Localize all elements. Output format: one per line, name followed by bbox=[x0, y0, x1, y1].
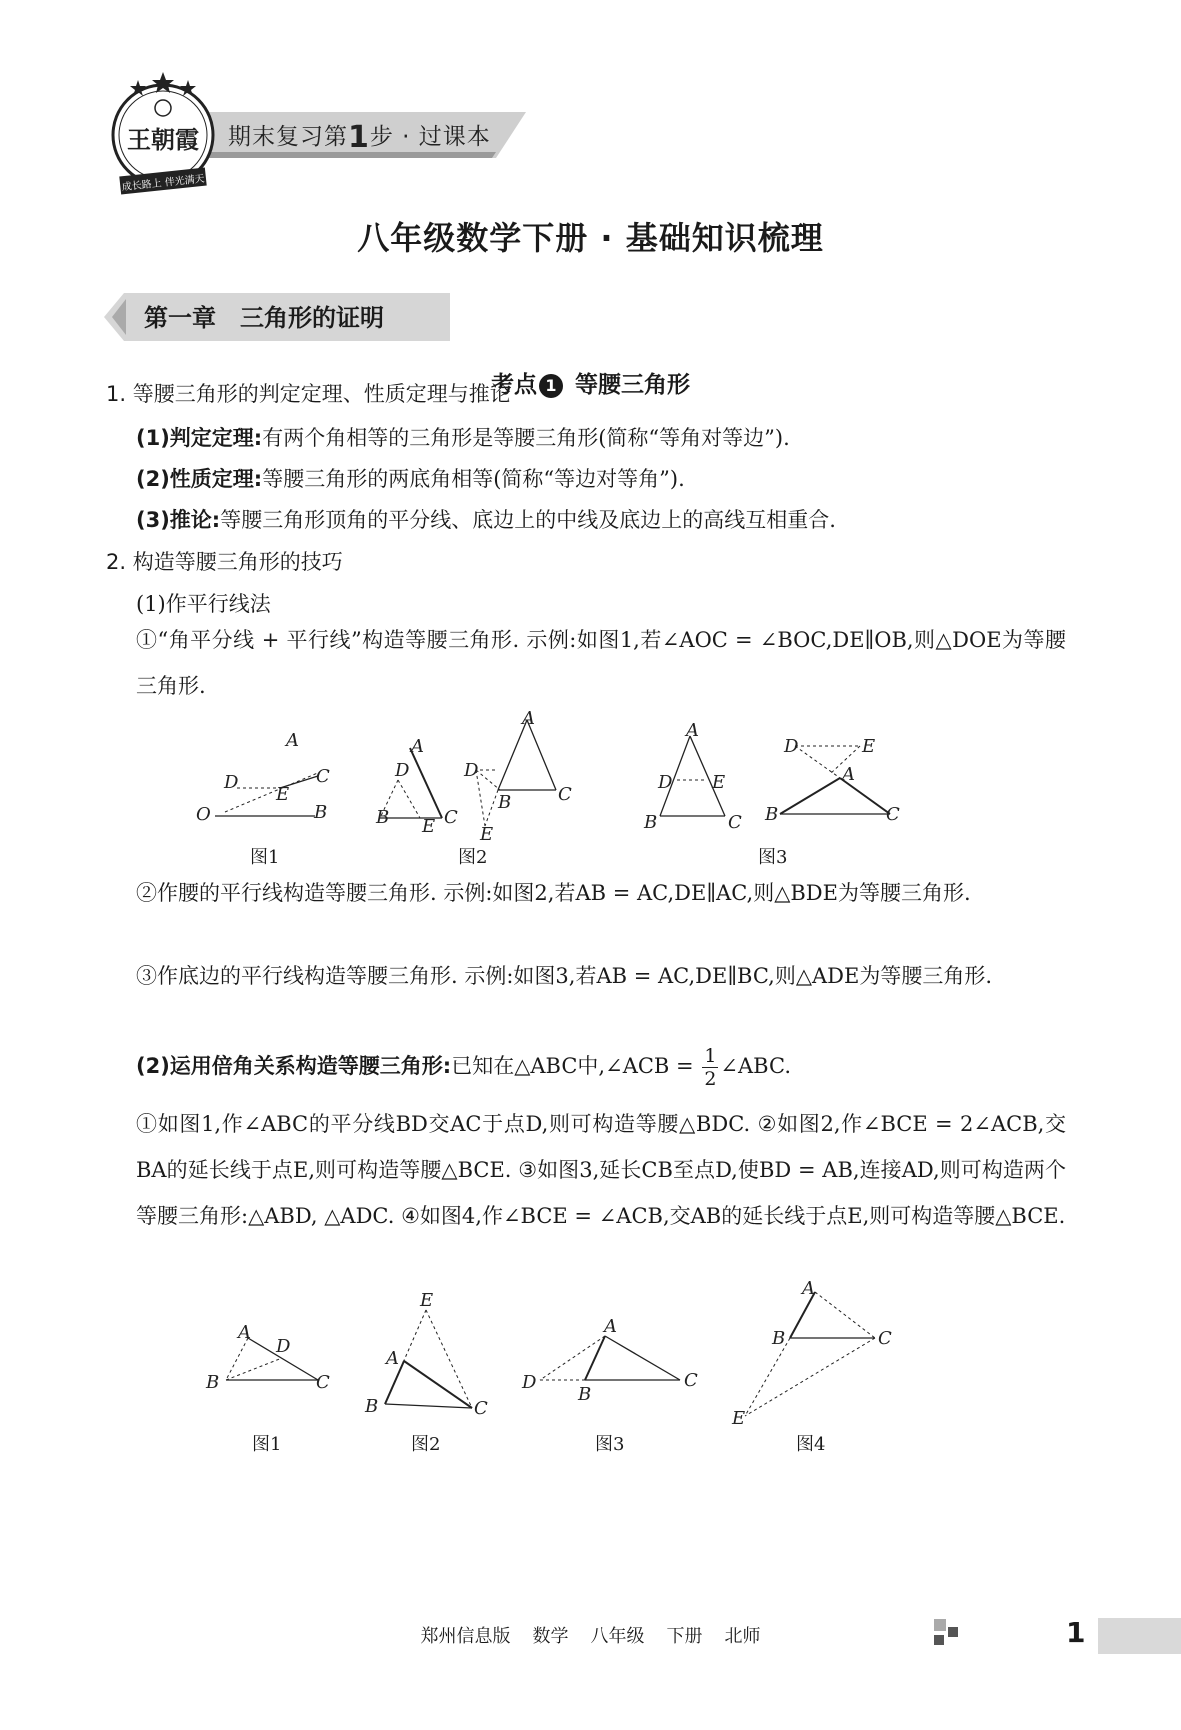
section-1-heading: 1. 等腰三角形的判定定理、性质定理与推论 bbox=[106, 382, 511, 406]
svg-text:D: D bbox=[395, 760, 410, 781]
figure-3-caption-bottom: 图3 bbox=[595, 1434, 625, 1455]
svg-text:A: A bbox=[842, 764, 855, 785]
method-parallel-lines: (1)作平行线法 bbox=[136, 592, 271, 616]
item-corollary: (3)推论:等腰三角形顶角的平分线、底边上的中线及底边上的高线互相重合. bbox=[136, 508, 836, 532]
svg-text:C: C bbox=[474, 1398, 488, 1419]
figure-1-angle-bisector bbox=[196, 730, 330, 825]
figure-3-caption: 图3 bbox=[758, 847, 788, 868]
svg-text:A: A bbox=[386, 1348, 399, 1369]
footer: 郑州信息版 数学 八年级 下册 北师 bbox=[420, 1626, 761, 1647]
svg-text:B: B bbox=[376, 807, 390, 828]
figures-parallel-method bbox=[180, 708, 1000, 868]
svg-text:C: C bbox=[316, 1372, 330, 1393]
svg-text:E: E bbox=[276, 784, 290, 805]
svg-text:E: E bbox=[862, 736, 876, 757]
svg-text:D: D bbox=[224, 772, 239, 793]
svg-text:E: E bbox=[480, 824, 494, 845]
svg-text:B: B bbox=[206, 1372, 220, 1393]
figures-double-angle bbox=[190, 1276, 910, 1436]
svg-text:A: A bbox=[286, 730, 299, 751]
figure-1-bisector bbox=[205, 1322, 330, 1393]
svg-text:A: A bbox=[686, 720, 699, 741]
svg-text:C: C bbox=[558, 784, 572, 805]
svg-text:B: B bbox=[365, 1396, 379, 1417]
section-2-heading: 2. 构造等腰三角形的技巧 bbox=[106, 550, 343, 574]
svg-text:C: C bbox=[316, 766, 330, 787]
svg-text:D: D bbox=[784, 736, 799, 757]
page-number: 1 bbox=[1066, 1616, 1086, 1649]
banner-title: 期末复习第1步 · 过课本 bbox=[228, 120, 491, 155]
svg-text:D: D bbox=[276, 1336, 291, 1357]
svg-text:C: C bbox=[878, 1328, 892, 1349]
svg-text:D: D bbox=[658, 772, 673, 793]
svg-text:D: D bbox=[522, 1372, 537, 1393]
svg-text:D: D bbox=[464, 760, 479, 781]
svg-text:B: B bbox=[772, 1328, 786, 1349]
svg-text:E: E bbox=[420, 1290, 434, 1311]
svg-text:C: C bbox=[684, 1370, 698, 1391]
svg-text:A: A bbox=[802, 1278, 815, 1299]
logo-slogan: 成长路上 伴光满天 bbox=[121, 173, 206, 194]
svg-text:C: C bbox=[886, 804, 900, 825]
figure-3-extend-cb bbox=[521, 1316, 698, 1405]
figure-2-extended bbox=[364, 1290, 488, 1419]
svg-text:B: B bbox=[765, 804, 779, 825]
svg-text:A: A bbox=[238, 1322, 251, 1343]
svg-text:C: C bbox=[728, 812, 742, 833]
svg-text:B: B bbox=[314, 802, 328, 823]
method-2-examples: ①如图1,作∠ABC的平分线BD交AC于点D,则可构造等腰△BDC. ②如图2,作∠BCE = 2∠ACB,交BA的延长线于点E,则可构造等腰△BCE. ③如图3,延长CB至点D,使BD = AB,连接AD,则可构造两个等腰三角形:△ABD, △ADC. ④如图4,作∠BCE = ∠ACB,交AB的延长线于点E,则可构造等腰△BCE. bbox=[136, 1112, 1066, 1228]
figure-4-caption-bottom: 图4 bbox=[796, 1434, 826, 1455]
logo-name: 王朝霞 bbox=[127, 125, 199, 154]
figure-4-equal-angle bbox=[731, 1278, 892, 1429]
figure-2-caption: 图2 bbox=[458, 847, 488, 868]
page-title: 八年级数学下册 · 基础知识梳理 bbox=[357, 219, 824, 257]
svg-text:A: A bbox=[522, 708, 535, 729]
topic-heading: 考点 1 等腰三角形 bbox=[490, 372, 690, 398]
svg-text:B: B bbox=[578, 1384, 592, 1405]
method-double-angle: (2)运用倍角关系构造等腰三角形:已知在△ABC中,∠ACB = $\frac{1}{2}$ ∠ABC. bbox=[136, 1045, 791, 1090]
method-1-example-3: ③作底边的平行线构造等腰三角形. 示例:如图3,若AB = AC,DE∥BC,则△ADE为等腰三角形. bbox=[136, 964, 993, 988]
item-property-theorem: (2)性质定理:等腰三角形的两底角相等(简称“等边对等角”). bbox=[136, 467, 685, 491]
figure-1-caption-bottom: 图1 bbox=[252, 1434, 282, 1455]
item-judgement-theorem: (1)判定定理:有两个角相等的三角形是等腰三角形(简称“等角对等边”). bbox=[136, 426, 790, 450]
method-1-example-1: ①“角平分线 + 平行线”构造等腰三角形. 示例:如图1,若∠AOC = ∠BOC,DE∥OB,则△DOE为等腰三角形. bbox=[136, 628, 1066, 698]
brand-logo bbox=[108, 70, 218, 210]
page-number-bar bbox=[1098, 1618, 1181, 1654]
svg-text:B: B bbox=[644, 812, 658, 833]
figure-2-leg-parallel bbox=[375, 708, 572, 845]
figure-3-base-parallel bbox=[643, 720, 900, 833]
figure-2-caption-bottom: 图2 bbox=[411, 1434, 441, 1455]
svg-text:A: A bbox=[411, 736, 424, 757]
page-corner-mark-icon bbox=[934, 1619, 960, 1651]
svg-text:O: O bbox=[196, 804, 211, 825]
figure-1-caption: 图1 bbox=[250, 847, 280, 868]
chapter-heading: 第一章 三角形的证明 bbox=[144, 304, 384, 332]
svg-text:A: A bbox=[604, 1316, 617, 1337]
svg-text:B: B bbox=[498, 792, 512, 813]
svg-text:C: C bbox=[444, 807, 458, 828]
svg-text:E: E bbox=[732, 1408, 746, 1429]
method-1-example-2: ②作腰的平行线构造等腰三角形. 示例:如图2,若AB = AC,DE∥AC,则△BDE为等腰三角形. bbox=[136, 881, 971, 905]
svg-text:E: E bbox=[422, 816, 436, 837]
fraction-one-half: $\frac{1}{2}$ bbox=[704, 1045, 717, 1090]
svg-text:E: E bbox=[712, 772, 726, 793]
